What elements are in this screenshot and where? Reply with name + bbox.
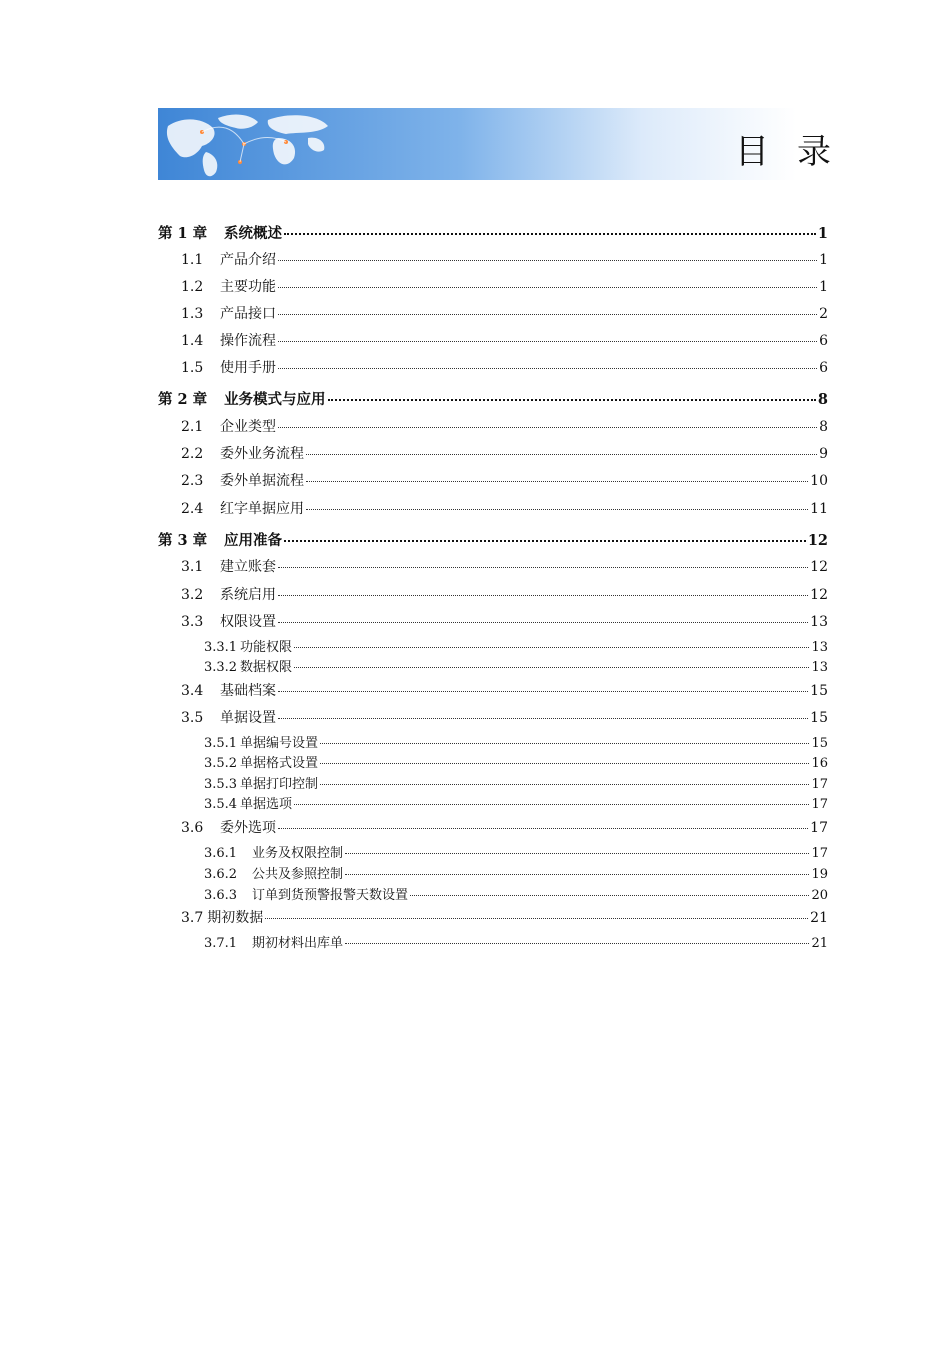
- toc-entry[interactable]: [158, 907, 828, 927]
- title-left: 目: [735, 132, 769, 172]
- toc-entry-page: 16: [811, 756, 828, 771]
- toc-leader-dots: [294, 666, 809, 668]
- toc-leader-dots: [345, 852, 809, 854]
- toc-entry[interactable]: [158, 249, 828, 269]
- toc-entry-page: 13: [811, 660, 828, 675]
- toc-entry[interactable]: [158, 443, 828, 463]
- toc-entry-number: 1.2: [181, 279, 204, 295]
- toc-entry-number: 2.1: [181, 419, 204, 435]
- toc-entry[interactable]: [158, 498, 828, 518]
- toc-entry-page: 1: [819, 252, 828, 268]
- toc-entry-number: 3.5.3: [204, 777, 238, 792]
- toc-entry-page: 6: [819, 333, 828, 349]
- toc-entry[interactable]: [158, 388, 828, 409]
- toc-entry-page: 12: [807, 532, 828, 549]
- toc-entry-number: 2.4: [181, 501, 204, 517]
- toc-entry-number: 3.7.1: [204, 936, 238, 951]
- toc-entry-number: 2.3: [181, 473, 204, 489]
- toc-entry[interactable]: [158, 863, 828, 882]
- toc-leader-dots: [278, 594, 808, 596]
- toc-entry[interactable]: [158, 817, 828, 837]
- toc-entry[interactable]: [158, 752, 828, 771]
- toc-entry-page: 1: [817, 225, 828, 242]
- toc-entry[interactable]: [158, 707, 828, 727]
- toc-entry-page: 10: [810, 473, 828, 489]
- toc-leader-dots: [278, 717, 808, 719]
- toc-leader-dots: [410, 894, 809, 896]
- toc-entry-page: 1: [819, 279, 828, 295]
- toc-leader-dots: [278, 367, 817, 369]
- toc-entry[interactable]: [158, 470, 828, 490]
- toc-entry-title: 建立账套: [220, 559, 276, 575]
- toc-leader-dots: [278, 621, 808, 623]
- toc-leader-dots: [278, 566, 808, 568]
- toc-entry-number: 3.3.2: [204, 660, 238, 675]
- title-right: 录: [797, 132, 831, 172]
- toc-entry-page: 2: [819, 306, 828, 322]
- toc-entry-number: 第 1 章: [158, 225, 208, 242]
- toc-entry-title: 数据权限: [240, 660, 293, 675]
- toc-entry-title: 系统概述: [224, 225, 282, 242]
- toc-entry-number: 2.2: [181, 446, 204, 462]
- toc-entry-number: 3.5.2: [204, 756, 238, 771]
- toc-entry[interactable]: [158, 611, 828, 631]
- toc-leader-dots: [284, 232, 816, 235]
- toc-entry-page: 19: [811, 867, 828, 882]
- toc-entry-number: 3.5.4: [204, 797, 238, 812]
- toc-entry[interactable]: [158, 584, 828, 604]
- toc-entry-title: 主要功能: [220, 279, 276, 295]
- toc-entry-number: 3.2: [181, 587, 204, 603]
- toc-entry-page: 8: [817, 391, 828, 408]
- toc-leader-dots: [278, 426, 817, 428]
- toc-leader-dots: [320, 762, 809, 764]
- toc-entry-page: 12: [810, 587, 828, 603]
- toc-entry[interactable]: [158, 556, 828, 576]
- toc-entry[interactable]: [158, 529, 828, 550]
- toc-entry-number: 3.5: [181, 710, 204, 726]
- toc-entry-number: 第 3 章: [158, 532, 208, 549]
- toc-entry-title: 权限设置: [220, 614, 276, 630]
- toc-entry-number: 3.7: [181, 910, 204, 926]
- toc-entry-page: 11: [810, 501, 828, 517]
- toc-entry-title: 单据设置: [220, 710, 276, 726]
- toc-entry-title: 基础档案: [220, 683, 276, 699]
- toc-entry-title: 产品介绍: [220, 252, 276, 268]
- toc-entry-page: 17: [811, 797, 828, 812]
- toc-entry-title: 单据选项: [240, 797, 293, 812]
- toc-leader-dots: [306, 480, 808, 482]
- toc-entry-number: 3.1: [181, 559, 204, 575]
- toc-leader-dots: [320, 742, 809, 744]
- toc-entry-title: 委外业务流程: [220, 446, 304, 462]
- toc-entry-page: 12: [810, 559, 828, 575]
- toc-entry-title: 单据格式设置: [240, 756, 319, 771]
- toc-entry-title: 企业类型: [220, 419, 276, 435]
- toc-entry-number: 3.6.2: [204, 867, 238, 882]
- toc-entry[interactable]: [158, 842, 828, 861]
- toc-entry-page: 17: [811, 846, 828, 861]
- toc-entry-number: 3.3.1: [204, 640, 238, 655]
- toc-entry-title: 公共及参照控制: [252, 867, 344, 882]
- toc-leader-dots: [320, 783, 809, 785]
- toc-entry-title: 委外单据流程: [220, 473, 304, 489]
- toc-entry-page: 21: [810, 910, 828, 926]
- toc-entry-title: 红字单据应用: [220, 501, 304, 517]
- toc-entry-number: 3.4: [181, 683, 204, 699]
- toc-leader-dots: [278, 690, 808, 692]
- toc-entry-title: 订单到货预警报警天数设置: [252, 888, 409, 903]
- toc-leader-dots: [345, 873, 809, 875]
- toc-leader-dots: [265, 917, 808, 919]
- toc-leader-dots: [284, 539, 806, 542]
- toc-entry-page: 17: [810, 820, 828, 836]
- toc-leader-dots: [278, 286, 817, 288]
- toc-entry[interactable]: [158, 732, 828, 751]
- toc-leader-dots: [328, 398, 816, 401]
- toc-leader-dots: [294, 803, 809, 805]
- page-title: [735, 124, 831, 173]
- toc-entry-number: 1.5: [181, 360, 204, 376]
- toc-entry-number: 第 2 章: [158, 391, 208, 408]
- toc-entry-number: 3.3: [181, 614, 204, 630]
- toc-entry[interactable]: [158, 884, 828, 903]
- toc-entry-title: 单据编号设置: [240, 736, 319, 751]
- toc-entry-page: 6: [819, 360, 828, 376]
- toc-entry-number: 1.3: [181, 306, 204, 322]
- toc-entry-page: 8: [819, 419, 828, 435]
- toc-entry-title: 使用手册: [220, 360, 276, 376]
- toc-leader-dots: [278, 340, 817, 342]
- toc-leader-dots: [294, 646, 809, 648]
- toc-entry-title: 功能权限: [240, 640, 293, 655]
- toc-entry-page: 20: [811, 888, 828, 903]
- toc-entry[interactable]: [158, 357, 828, 377]
- world-map-banner-icon: [158, 108, 830, 180]
- toc-entry-number: 3.5.1: [204, 736, 238, 751]
- toc-entry-number: 3.6: [181, 820, 204, 836]
- toc-entry-number: 3.6.3: [204, 888, 238, 903]
- toc-leader-dots: [278, 827, 808, 829]
- toc-entry[interactable]: [158, 276, 828, 296]
- toc-entry-title: 应用准备: [224, 532, 282, 549]
- toc-leader-dots: [306, 453, 817, 455]
- toc-entry-title: 委外选项: [220, 820, 276, 836]
- toc-entry-title: 产品接口: [220, 306, 276, 322]
- toc-entry-title: 业务及权限控制: [252, 846, 344, 861]
- toc-entry-page: 13: [811, 640, 828, 655]
- toc-entry-title: 系统启用: [220, 587, 276, 603]
- toc-entry-page: 9: [819, 446, 828, 462]
- toc-entry-number: 1.1: [181, 252, 204, 268]
- toc-entry-page: 15: [810, 710, 828, 726]
- toc-entry[interactable]: [158, 656, 828, 675]
- toc-entry[interactable]: [158, 773, 828, 792]
- toc-entry-page: 21: [811, 936, 828, 951]
- toc-entry-number: 1.4: [181, 333, 204, 349]
- toc-entry-page: 13: [810, 614, 828, 630]
- toc-entry-page: 17: [811, 777, 828, 792]
- toc-entry-number: 3.6.1: [204, 846, 238, 861]
- toc-entry[interactable]: [158, 636, 828, 655]
- toc-leader-dots: [278, 313, 817, 315]
- toc-entry[interactable]: [158, 303, 828, 323]
- toc-entry-title: 期初数据: [207, 910, 264, 926]
- toc-entry-page: 15: [810, 683, 828, 699]
- toc-entry-page: 15: [811, 736, 828, 751]
- toc-leader-dots: [306, 508, 808, 510]
- toc-entry[interactable]: [158, 416, 828, 436]
- toc-entry[interactable]: [158, 680, 828, 700]
- toc-entry-title: 单据打印控制: [240, 777, 319, 792]
- toc-entry-title: 操作流程: [220, 333, 276, 349]
- toc-entry[interactable]: [158, 932, 828, 951]
- toc-entry[interactable]: [158, 222, 828, 243]
- toc-leader-dots: [345, 942, 809, 944]
- toc-entry-title: 业务模式与应用: [224, 391, 326, 408]
- toc-entry-title: 期初材料出库单: [252, 936, 344, 951]
- toc-entry[interactable]: [158, 793, 828, 812]
- toc-leader-dots: [278, 259, 817, 261]
- toc-entry[interactable]: [158, 330, 828, 350]
